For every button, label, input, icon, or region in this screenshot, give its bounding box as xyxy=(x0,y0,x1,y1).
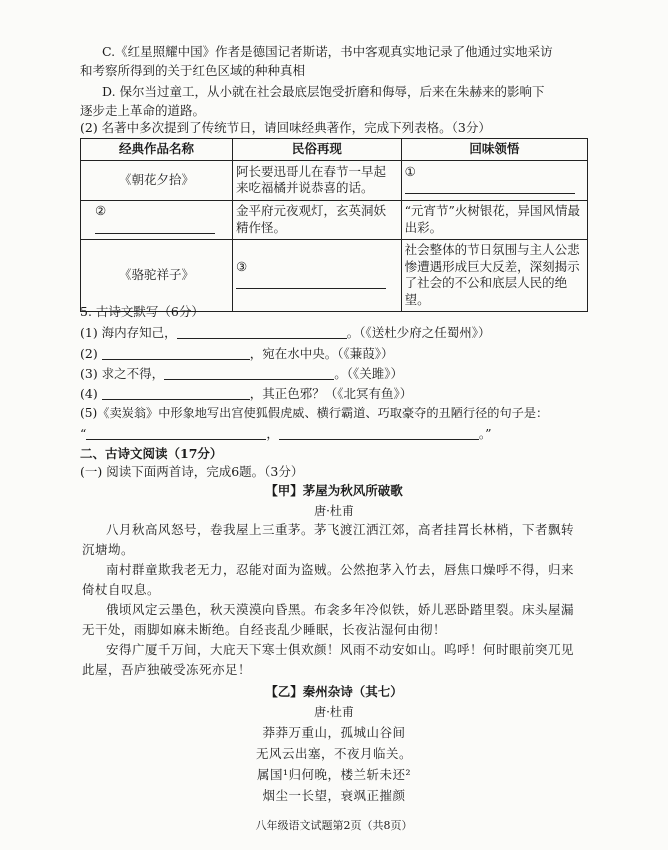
recite-blank-3[interactable] xyxy=(164,367,334,380)
recite-line-1 xyxy=(80,326,490,340)
cell-work: 《骆驼祥子》 xyxy=(81,239,233,312)
question-2-prompt: (2) 名著中多次提到了传统节日，请回味经典著作，完成下列表格。（3分） xyxy=(80,120,491,135)
cell-work-blank[interactable] xyxy=(81,200,233,239)
answer-blank-1[interactable] xyxy=(405,181,575,194)
recite-line-2 xyxy=(80,347,393,361)
recite-blank-1[interactable] xyxy=(177,326,347,339)
header-work: 经典作品名称 xyxy=(81,139,233,161)
comma: ， xyxy=(266,426,279,441)
cell-custom: 金平府元夜观灯，玄英洞妖精作怪。 xyxy=(233,200,402,239)
poem-1-p4-l1: 安得广厦千万间，大庇天下寒士俱欢颜！风雨不动安如山。呜呼！何时眼前突兀见 xyxy=(106,642,575,657)
poem-1-p1-l1: 八月秋高风怒号，卷我屋上三重茅。茅飞渡江洒江郊，高者挂罥长林梢，下者飘转 xyxy=(106,522,575,537)
quote-open: “ xyxy=(80,426,87,441)
recite-line-6 xyxy=(80,427,492,441)
poem-2-title: 【乙】秦州杂诗（其七） xyxy=(265,684,403,699)
recite-source: 。（《送杜少府之任蜀州》） xyxy=(346,325,491,340)
option-d-line2: 逐步走上革命的道路。 xyxy=(80,103,206,118)
recite-source: ，其正色邪？（《北冥有鱼》） xyxy=(249,386,413,401)
recite-text: (1) 海内存知己， xyxy=(80,325,177,340)
recite-source: 。（《关雎》） xyxy=(334,366,403,381)
festival-table xyxy=(80,138,588,312)
poem-1-p2-l1: 南村群童欺我老无力，忍能对面为盗贼。公然抱茅入竹去，唇焦口燥呼不得，归来 xyxy=(106,562,575,577)
poem-1-p1-l2: 沉塘坳。 xyxy=(82,542,135,557)
poem-1-p3-l2: 无干处，雨脚如麻未断绝。自经丧乱少睡眠，长夜沾湿何由彻！ xyxy=(82,622,447,637)
recite-source: ，宛在水中央。（《蒹葭》） xyxy=(249,346,394,361)
table-row xyxy=(81,200,588,239)
poem-1-p3-l1: 俄顷风定云墨色，秋天漠漠向昏黑。布衾多年冷似铁，娇儿恶卧踏里裂。床头屋漏 xyxy=(106,602,575,617)
table-row xyxy=(81,239,588,312)
cell-insight: “元宵节”火树银花，异国风情最出彩。 xyxy=(401,200,587,239)
question-5-title: 5. 古诗文默写（6分） xyxy=(80,304,204,319)
cell-custom-blank[interactable] xyxy=(233,239,402,312)
answer-number: ① xyxy=(404,163,416,179)
table-header-row xyxy=(81,139,588,161)
poem-2-line-3: 属国¹归何晚，楼兰斩未还² xyxy=(256,767,412,782)
section-2-subtitle: (一) 阅读下面两首诗，完成6题。（3分） xyxy=(80,464,304,479)
poem-2-line-2: 无风云出塞，不夜月临关。 xyxy=(255,746,412,761)
cell-insight-blank[interactable] xyxy=(401,160,587,200)
header-insight: 回味领悟 xyxy=(401,139,587,161)
cell-insight: 社会整体的节日氛围与主人公悲惨遭遇形成巨大反差，深刻揭示了社会的不公和底层人民的绝望。 xyxy=(401,239,587,312)
answer-blank-2[interactable] xyxy=(95,221,215,234)
header-custom: 民俗再现 xyxy=(233,139,402,161)
poem-1-title: 【甲】茅屋为秋风所破歌 xyxy=(265,483,403,498)
recite-blank-5[interactable] xyxy=(86,427,266,440)
option-c-line1: C.《红星照耀中国》作者是德国记者斯诺，书中客观真实地记录了他通过实地采访 xyxy=(102,44,553,59)
poem-2-author: 唐·杜甫 xyxy=(314,705,354,719)
cell-custom: 阿长要迅哥儿在春节一早起来吃福橘并说恭喜的话。 xyxy=(233,160,402,200)
recite-text: (2) xyxy=(80,346,98,361)
page-footer: 八年级语文试题第2页（共8页） xyxy=(255,819,413,832)
poem-1-p2-l2: 倚杖自叹息。 xyxy=(82,582,161,597)
recite-blank-2[interactable] xyxy=(102,347,250,360)
poem-1-p4-l2: 此屋，吾庐独破受冻死亦足！ xyxy=(82,662,252,677)
cell-work: 《朝花夕拾》 xyxy=(81,160,233,200)
option-d-line1: D. 保尔当过童工，从小就在社会最底层饱受折磨和侮辱，后来在朱赫来的影响下 xyxy=(102,84,545,99)
recite-line-5: (5)《卖炭翁》中形象地写出宫使狐假虎威、横行霸道、巧取豪夺的丑陋行径的句子是： xyxy=(80,406,549,420)
recite-text: (3) 求之不得， xyxy=(80,366,165,381)
recite-text: (4) xyxy=(80,386,98,401)
recite-line-3 xyxy=(80,367,403,381)
option-c-line2: 和考察所得到的关于红色区域的种种真相 xyxy=(80,63,306,78)
recite-line-4 xyxy=(80,387,412,401)
poem-1-author: 唐·杜甫 xyxy=(314,504,354,518)
answer-blank-3[interactable] xyxy=(236,276,386,289)
quote-close: 。” xyxy=(478,426,492,441)
table-row xyxy=(81,160,588,200)
answer-number: ③ xyxy=(236,258,248,274)
recite-blank-6[interactable] xyxy=(279,427,479,440)
poem-2-line-4: 烟尘一长望，衰飒正摧颜 xyxy=(262,788,406,803)
section-2-title: 二、古诗文阅读（17分） xyxy=(80,446,223,461)
answer-number: ② xyxy=(95,202,107,218)
recite-blank-4[interactable] xyxy=(102,387,250,400)
poem-2-line-1: 莽莽万重山，孤城山谷间 xyxy=(262,725,406,740)
